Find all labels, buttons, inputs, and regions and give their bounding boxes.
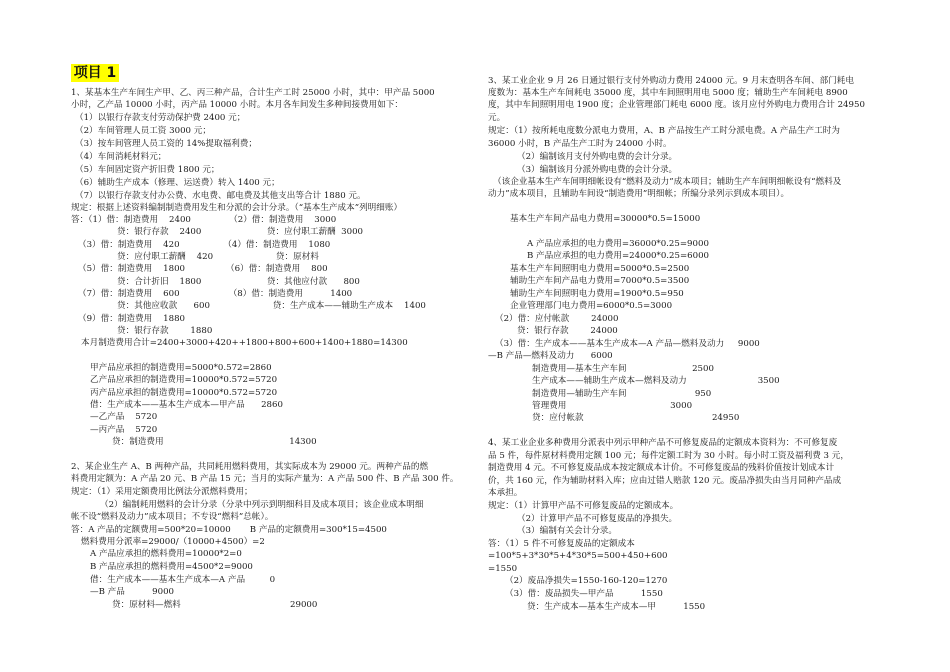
left-text-line: —丙产品 5720 [90,425,158,435]
right-text-line: 答：（1）5 件不可修复废品的定额成本 [488,539,635,549]
right-text-line: 本承担。 [488,488,523,498]
right-text-line: 制造费用—基本生产车间 2500 [532,364,714,374]
right-text-line: 3、某工业企业 9 月 26 日通过银行支付外购动力费用 24000 元。9 月末查明各车间、部门耗电 [488,76,854,86]
left-text-line: 燃料费用分派率=29000/（10000+4500）=2 [81,537,265,547]
left-text-line: （7）以银行存款支付办公费、水电费、邮电费及其他支出等合计 1880 元。 [75,191,366,201]
left-text-line: （1）以银行存款支付劳动保护费 2400 元； [75,113,246,123]
left-text-line: （2）车间管理人员工资 3000 元； [75,126,211,136]
left-text-line: 答：A 产品的定额费用=500*20=10000 B 产品的定额费用=300*15=4500 [71,525,387,535]
right-text-line: 36000 小时，B 产品生产工时为 24000 小时。 [488,139,672,149]
left-text-line: （2）编制耗用燃料的会计分录（分录中列示到明细科目及成本项目；该企业成本明细 [100,500,424,510]
left-text-line: 贷：银行存款 2400 贷：应付职工薪酬 3000 [117,227,364,237]
left-text-line: —乙产品 5720 [90,412,158,422]
right-text-line: （2）计算甲产品不可修复废品的净损失。 [517,514,678,524]
right-text-line: A 产品应承担的电力费用=36000*0.25=9000 [527,239,709,249]
right-text-line: B 产品应承担的电力费用=24000*0.25=6000 [527,251,710,261]
right-text-line: 贷：应付帐款 24950 [532,413,740,423]
left-text-line: 2、某企业生产 A、B 两种产品，共同耗用燃料费用，其实际成本为 29000 元。两种产品的燃 [71,462,429,472]
left-text-line: B 产品应承担的燃料费用=4500*2=9000 [90,562,253,572]
right-text-line: 辅助生产车间产品电力费用=7000*0.5=3500 [510,276,690,286]
right-text-line: 基本生产车间照明电力费用=5000*0.5=2500 [510,264,690,274]
left-text-line: （9）借：制造费用 1880 [78,314,186,324]
right-text-line: 度数为：基本生产车间耗电 35000 度，其中车间照明用电 5000 度；辅助生产车间耗电 8900 [488,88,848,98]
left-text-line: 乙产品应承担的制造费用=10000*0.572=5720 [90,375,278,385]
left-text-line: （3）按车间管理人员工资的 14%提取福利费； [75,139,257,149]
right-text-line: 企业管理部门电力费用=6000*0.5=3000 [510,301,673,311]
left-text-line: 1、某基本生产车间生产甲、乙、丙三种产品，合计生产工时 25000 小时，其中：甲产品 5000 [71,88,435,98]
right-text-line: 辅助生产车间照明电力费用=1900*0.5=950 [510,289,684,299]
right-text-line: 制造费用—辅助生产车间 950 [532,389,712,399]
left-text-line: （4）车间消耗材料元； [75,152,167,162]
right-text-line: —B 产品—燃料及动力 6000 [488,351,613,361]
right-text-line: 品 5 件，每件原材料费用定额 100 元；每件定额工时为 30 小时。每小时工资及福利费 3 元， [488,451,849,461]
right-text-line: （该企业基本生产车间明细帐设有“燃料及动力”成本项目；辅助生产车间明细帐设有“燃料及 [493,177,842,187]
right-text-line: 动力”成本项目，且辅助车间设“制造费用”明细帐；所编分录列示到成本项目）。 [488,189,790,199]
right-text-line: 规定：（1）按所耗电度数分派电力费用，A、B 产品按生产工时分派电费。A 产品生产工时为 [488,126,840,136]
left-text-line: 规定：根据上述资料编制制造费用发生和分派的会计分录。（“基本生产成本”列明细账） [71,203,403,213]
left-text-line: （5）借：制造费用 1800 （6）借：制造费用 800 [78,264,328,274]
right-text-line: 规定：（1）计算甲产品不可修复废品的定额成本。 [488,501,679,511]
left-text-line: 贷：银行存款 1880 [117,326,213,336]
left-text-line: 丙产品应承担的制造费用=10000*0.572=5720 [90,388,278,398]
left-text-line: 借：生产成本——基本生产成本—甲产品 2860 [90,400,283,410]
left-text-line: （7）借：制造费用 600 （8）借：制造费用 1400 [78,289,353,299]
right-text-line: 度，其中车间照明用电 1900 度；企业管理部门耗电 6000 度。该月应付外购电力费用合计 24950 [488,100,865,110]
left-text-line: （3）借：制造费用 420 （4）借：制造费用 1080 [78,240,331,250]
left-text-line: 贷：应付职工薪酬 420 贷：原材料 [117,252,319,262]
left-text-line: A 产品应承担的燃料费用=10000*2=0 [90,549,242,559]
right-text-line: =1550 [488,564,518,574]
left-text-line: 本月制造费用合计=2400+3000+420++1800+800+600+1400+1880=14300 [81,338,408,348]
left-text-line: 借：生产成本——基本生产成本—A 产品 0 [90,575,276,585]
right-text-line: （3）编制该月分派外购电费的会计分录。 [517,165,678,175]
right-text-line: 生产成本——辅助生产成本—燃料及动力 3500 [532,376,780,386]
right-text-line: 制造费用 4 元。不可修复废品成本按定额成本计价。不可修复废品的残料价值按计划成本计 [488,463,835,473]
left-text-line: （6）辅助生产成本（修理、运送费）转入 1400 元； [75,178,280,188]
left-text-line: 甲产品应承担的制造费用=5000*0.572=2860 [90,363,272,373]
right-text-line: 管理费用 3000 [532,401,693,411]
page-title: 项目 1 [71,64,119,82]
right-text-line: （3）编制有关会计分录。 [517,526,617,536]
left-text-line: 规定：（1）采用定额费用比例法分派燃料费用； [71,487,253,497]
right-text-line: 基本生产车间产品电力费用=30000*0.5=15000 [510,214,701,224]
right-text-line: （2）废品净损失=1550-160-120=1270 [505,576,668,586]
left-text-line: （5）车间固定资产折旧费 1800 元； [75,165,220,175]
right-text-line: 贷：银行存款 24000 [517,326,618,336]
right-text-line: 贷：生产成本—基本生产成本—甲 1550 [527,602,706,612]
right-text-line: 价，共 160 元，作为辅助材料入库；应由过错人赔款 120 元。废品净损失由当月同种产品成 [488,476,842,486]
right-text-line: （3）借：废品损失—甲产品 1550 [505,589,663,599]
left-text-line: 料费用定额为：A 产品 20 元、B 产品 15 元；当月的实际产量为：A 产品 500 件、B 产品 300 件。 [71,474,459,484]
left-text-line: —B 产品 9000 [90,587,175,597]
left-text-line: 贷：制造费用 14300 [112,437,317,447]
left-text-line: 贷：原材料—燃料 29000 [112,600,318,610]
right-text-line: （2）编制该月支付外购电费的会计分录。 [517,152,678,162]
left-text-line: 帐不设“燃料及动力”成本项目；不专设“燃料”总帐）。 [71,512,274,522]
right-text-line: 元。 [488,113,506,123]
left-text-line: 贷：其他应收款 600 贷：生产成本——辅助生产成本 1400 [117,301,426,311]
left-text-line: 小时，乙产品 10000 小时，丙产品 10000 小时。本月各车间发生多种间接费用如下： [71,100,404,110]
right-text-line: 4、某工业企业多种费用分派表中列示甲种产品不可修复废品的定额成本资料为：不可修复废 [488,438,838,448]
right-text-line: =100*5+3*30*5+4*30*5=500+450+600 [488,551,668,561]
left-text-line: 贷：合计折旧 1800 贷：其他应付款 800 [117,277,360,287]
right-text-line: （2）借：应付帐款 24000 [495,314,619,324]
right-text-line: （3）借：生产成本——基本生产成本—A 产品—燃料及动力 9000 [495,339,760,349]
left-text-line: 答：（1）借：制造费用 2400 （2）借：制造费用 3000 [71,215,337,225]
